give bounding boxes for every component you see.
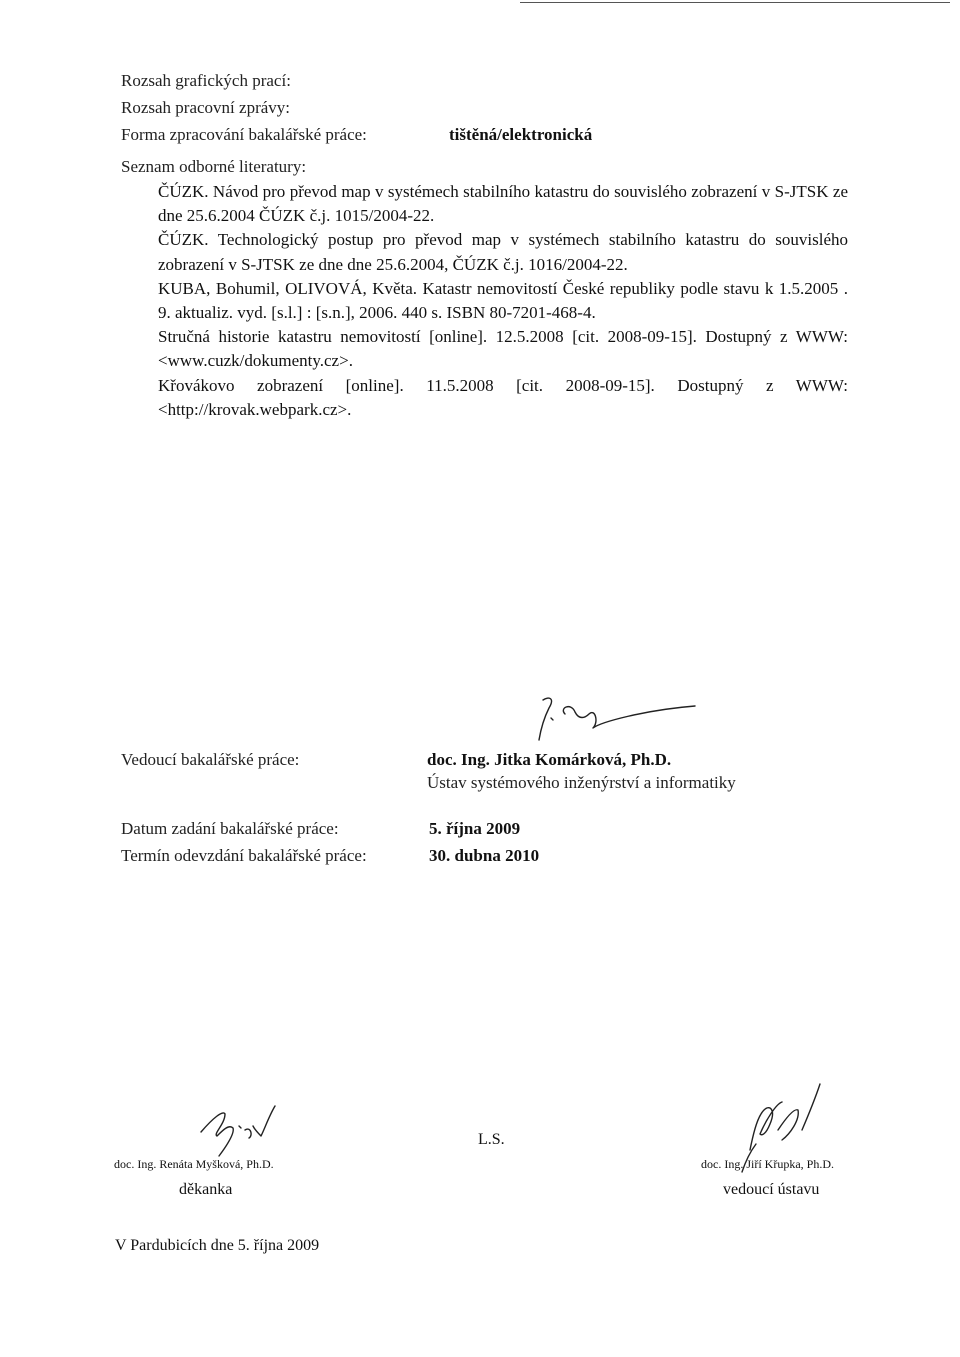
reference-item: ČÚZK. Návod pro převod map v systémech stabilního katastru do souvislého zobrazení v S-JTSK ze dne 25.6.2004 ČÚZK č.j. 1015/2004-22.: [158, 182, 848, 226]
reference-list: [158, 180, 848, 422]
reference-item: ČÚZK. Technologický postup pro převod map v systémech stabilního katastru do souvislého zobrazení v S-JTSK ze dne dne 25.6.2004, ČÚZK č.j. 1016/2004-22.: [158, 230, 848, 274]
place-date: V Pardubicích dne 5. října 2009: [115, 1237, 320, 1254]
dean-signature: [195, 1100, 295, 1160]
rozsah-zpravy-label: Rozsah pracovní zprávy:: [121, 98, 290, 117]
scan-edge-line: [520, 2, 950, 3]
datum-zadani-label: Datum zadání bakalářské práce:: [121, 819, 339, 838]
termin-odevzdani-label: Termín odevzdání bakalářské práce:: [121, 846, 367, 865]
vedouci-institute: Ústav systémového inženýrství a informatiky: [427, 773, 736, 792]
seznam-literatury-label: Seznam odborné literatury:: [121, 157, 307, 176]
dean-role: děkanka: [179, 1181, 233, 1198]
head-name: doc. Ing. Jiří Křupka, Ph.D.: [701, 1157, 834, 1171]
forma-zpracovani-value: tištěná/elektronická: [449, 125, 593, 144]
vedouci-label: Vedoucí bakalářské práce:: [121, 750, 300, 769]
termin-odevzdani-value: 30. dubna 2010: [429, 846, 540, 865]
reference-item: Stručná historie katastru nemovitostí [online]. 12.5.2008 [cit. 2008-09-15]. Dostupný z WWW: <www.cuzk/dokumenty.cz>.: [158, 327, 848, 371]
reference-item: KUBA, Bohumil, OLIVOVÁ, Květa. Katastr nemovitostí České republiky podle stavu k 1.5.2005 . 9. aktualiz. vyd. [s.l.] : [s.n.], 2006. 440 s. ISBN 80-7201-468-4.: [158, 278, 848, 323]
datum-zadani-value: 5. října 2009: [429, 819, 521, 838]
rozsah-grafickych-label: Rozsah grafických prací:: [121, 71, 291, 90]
dean-name: doc. Ing. Renáta Myšková, Ph.D.: [114, 1157, 274, 1171]
forma-zpracovani-label: Forma zpracování bakalářské práce:: [121, 125, 367, 144]
reference-item: Křovákovo zobrazení [online]. 11.5.2008 [cit. 2008-09-15]. Dostupný z WWW: <http://krovak.webpark.cz>.: [158, 375, 848, 419]
seal-mark: L.S.: [478, 1131, 505, 1148]
vedouci-name: doc. Ing. Jitka Komárková, Ph.D.: [427, 750, 672, 769]
head-role: vedoucí ústavu: [723, 1181, 820, 1198]
supervisor-signature: [535, 690, 705, 745]
